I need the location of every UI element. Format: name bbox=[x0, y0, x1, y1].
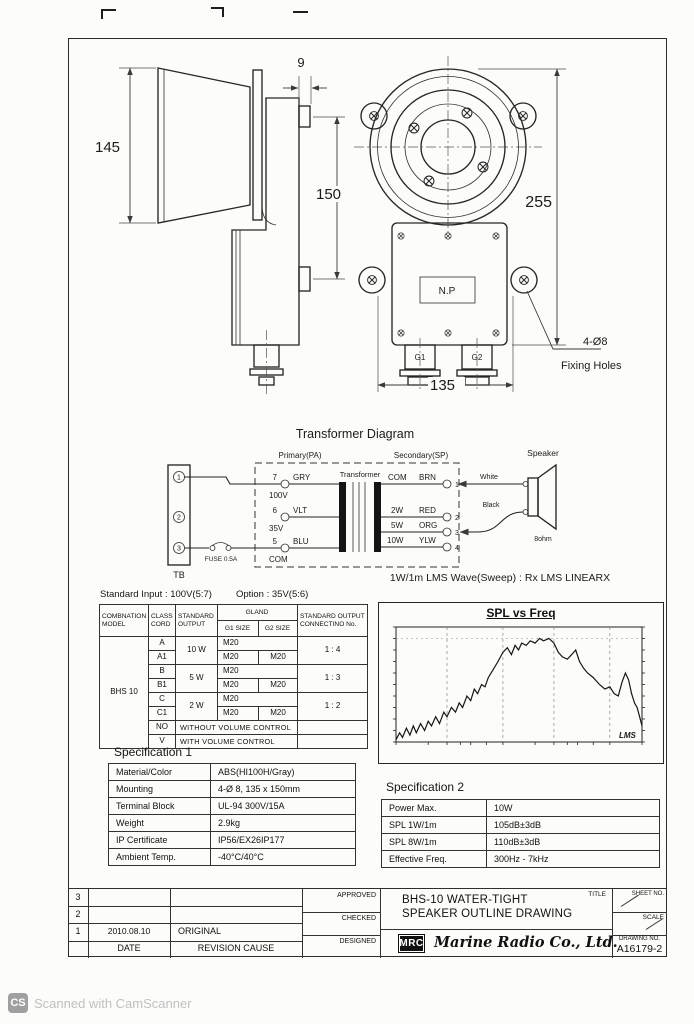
revision-cause-header: REVISION CAUSE bbox=[197, 943, 275, 953]
table-row: Effective Freq. 300Hz - 7kHz bbox=[382, 851, 660, 868]
transformer-box bbox=[255, 451, 459, 567]
approved-label: APPROVED bbox=[337, 892, 376, 899]
terminal-block bbox=[168, 465, 190, 580]
spec2-table bbox=[381, 799, 660, 868]
fixing-holes-dia-label: 4-Ø8 bbox=[583, 336, 608, 348]
svg-text:1: 1 bbox=[455, 482, 459, 489]
table-row: Terminal Block UL-94 300V/15A bbox=[109, 798, 356, 815]
front-view bbox=[354, 56, 542, 392]
transformer-diagram bbox=[0, 420, 694, 592]
camscanner-badge: CS bbox=[8, 993, 28, 1013]
svg-text:4: 4 bbox=[455, 545, 459, 552]
svg-text:5: 5 bbox=[272, 537, 277, 546]
revision-date: 2010.08.10 bbox=[107, 926, 151, 936]
camscanner-text: Scanned with CamScanner bbox=[34, 996, 192, 1011]
gland2-label: G2 bbox=[471, 353, 483, 362]
svg-text:2W: 2W bbox=[391, 506, 403, 515]
dim-145-label: 145 bbox=[95, 139, 121, 156]
spec1-table bbox=[108, 763, 356, 866]
table-row: A1 M20 M20 bbox=[100, 651, 368, 665]
svg-text:VLT: VLT bbox=[293, 506, 308, 515]
svg-text:COM: COM bbox=[269, 555, 288, 564]
drawing-title-line2: SPEAKER OUTLINE DRAWING bbox=[402, 908, 573, 920]
table-row: Weight 2.9kg bbox=[109, 815, 356, 832]
svg-text:7: 7 bbox=[272, 473, 277, 482]
spec2-title: Specification 2 bbox=[386, 780, 465, 794]
table-row: Material/Color ABS(HI100H/Gray) bbox=[109, 764, 356, 781]
table-row: Power Max. 10W bbox=[382, 800, 660, 817]
drawing-no-label: DRAWING NO. bbox=[618, 936, 661, 942]
table-row: Ambient Temp. -40°C/40°C bbox=[109, 849, 356, 866]
standard-input-note bbox=[100, 589, 308, 600]
lms-watermark: LMS bbox=[619, 731, 636, 740]
mrc-logo: MRC bbox=[398, 934, 425, 953]
table-row: C 2 W M20 1 : 2 bbox=[100, 693, 368, 707]
model-cell: BHS 10 bbox=[100, 637, 149, 749]
svg-text:COM: COM bbox=[388, 473, 407, 482]
input-note: Standard Input : 100V(5:7) bbox=[100, 589, 212, 600]
svg-text:ORG: ORG bbox=[419, 521, 438, 530]
sweep-caption: 1W/1m LMS Wave(Sweep) : Rx LMS LINEARX bbox=[389, 572, 611, 584]
svg-text:RED: RED bbox=[419, 506, 436, 515]
speaker-label: Speaker bbox=[527, 448, 559, 458]
scale-label: SCALE bbox=[642, 914, 664, 921]
secondary-label: Secondary(SP) bbox=[393, 451, 449, 460]
revision-number: 1 bbox=[75, 926, 81, 936]
svg-text:2: 2 bbox=[455, 515, 459, 522]
tb-label: TB bbox=[173, 570, 185, 580]
gland1-label: G1 bbox=[414, 353, 426, 362]
primary-wiring bbox=[185, 477, 282, 563]
spl-curve bbox=[396, 639, 642, 740]
table-subheader-row: G1 SIZE G2 SIZE bbox=[100, 621, 368, 637]
table-row: B1 M20 M20 bbox=[100, 679, 368, 693]
drawing-title-line1: BHS-10 WATER-TIGHT bbox=[402, 894, 528, 906]
svg-text:YLW: YLW bbox=[419, 536, 436, 545]
svg-text:10W: 10W bbox=[387, 536, 404, 545]
fuse-label: FUSE 0.5A bbox=[204, 556, 238, 563]
title-label: TITLE bbox=[588, 891, 606, 898]
company-name: Marine Radio Co., Ltd. bbox=[434, 934, 618, 951]
sheet-no-label: SHEET NO. bbox=[631, 891, 664, 897]
svg-text:3: 3 bbox=[177, 545, 181, 553]
svg-text:BRN: BRN bbox=[419, 473, 436, 482]
svg-text:3: 3 bbox=[455, 530, 459, 537]
dim-9-label: 9 bbox=[297, 55, 305, 70]
svg-text:BLU: BLU bbox=[293, 537, 309, 546]
dim-135-label: 135 bbox=[430, 377, 456, 394]
primary-label: Primary(PA) bbox=[278, 451, 322, 460]
fixing-holes-label: Fixing Holes bbox=[561, 360, 622, 372]
svg-text:5W: 5W bbox=[391, 521, 403, 530]
transformer-label: Transformer bbox=[339, 470, 381, 479]
svg-text:100V: 100V bbox=[269, 491, 288, 500]
side-view-dimensions bbox=[95, 55, 349, 279]
spl-plot bbox=[382, 624, 658, 756]
table-row: Mounting 4-Ø 8, 135 x 150mm bbox=[109, 781, 356, 798]
table-row: SPL 8W/1m 110dB±3dB bbox=[382, 834, 660, 851]
white-wire-label: White bbox=[480, 474, 498, 481]
speaker-symbol bbox=[458, 448, 559, 543]
revision-number: 2 bbox=[75, 909, 81, 919]
drawing-no: A16179-2 bbox=[616, 943, 663, 955]
dim-255-label: 255 bbox=[525, 194, 552, 211]
table-header-row: COMBNATION MODEL CLASS CORD STANDARD OUTPUT GLAND STANDARD OUTPUT CONNECTINO No. bbox=[100, 605, 368, 621]
date-header: DATE bbox=[117, 943, 141, 953]
impedance-label: 8ohm bbox=[534, 536, 552, 543]
chart-title: SPL vs Freq bbox=[486, 606, 556, 620]
option-note: Option : 35V(5:6) bbox=[235, 589, 309, 600]
revision-cause: ORIGINAL bbox=[178, 926, 222, 936]
table-row: SPL 1W/1m 105dB±3dB bbox=[382, 817, 660, 834]
table-row: IP Certificate IP56/EX26IP177 bbox=[109, 832, 356, 849]
table-row: C1 M20 M20 bbox=[100, 707, 368, 721]
combination-table bbox=[99, 604, 368, 749]
table-row: BHS 10 A 10 W M20 1 : 4 bbox=[100, 637, 368, 651]
designed-label: DESIGNED bbox=[339, 938, 376, 945]
svg-text:1: 1 bbox=[177, 474, 181, 482]
revision-number: 3 bbox=[75, 892, 81, 902]
dim-150-label: 150 bbox=[316, 186, 342, 203]
svg-text:2: 2 bbox=[177, 514, 181, 522]
transformer-diagram-title: Transformer Diagram bbox=[295, 427, 415, 441]
side-view bbox=[158, 68, 310, 395]
nameplate-label: N.P bbox=[438, 286, 456, 297]
checked-label: CHECKED bbox=[341, 915, 376, 922]
svg-text:GRY: GRY bbox=[293, 473, 311, 482]
title-block bbox=[68, 888, 667, 958]
spl-vs-freq-chart bbox=[378, 602, 664, 764]
table-row: NO WITHOUT VOLUME CONTROL bbox=[100, 721, 368, 735]
outline-views-drawing bbox=[0, 0, 694, 420]
svg-text:6: 6 bbox=[272, 506, 277, 515]
table-row: B 5 W M20 1 : 3 bbox=[100, 665, 368, 679]
svg-text:35V: 35V bbox=[269, 524, 284, 533]
black-wire-label: Black bbox=[482, 502, 500, 509]
spec1-title: Specification 1 bbox=[114, 745, 193, 759]
table-row: V WITH VOLUME CONTROL bbox=[100, 735, 368, 749]
